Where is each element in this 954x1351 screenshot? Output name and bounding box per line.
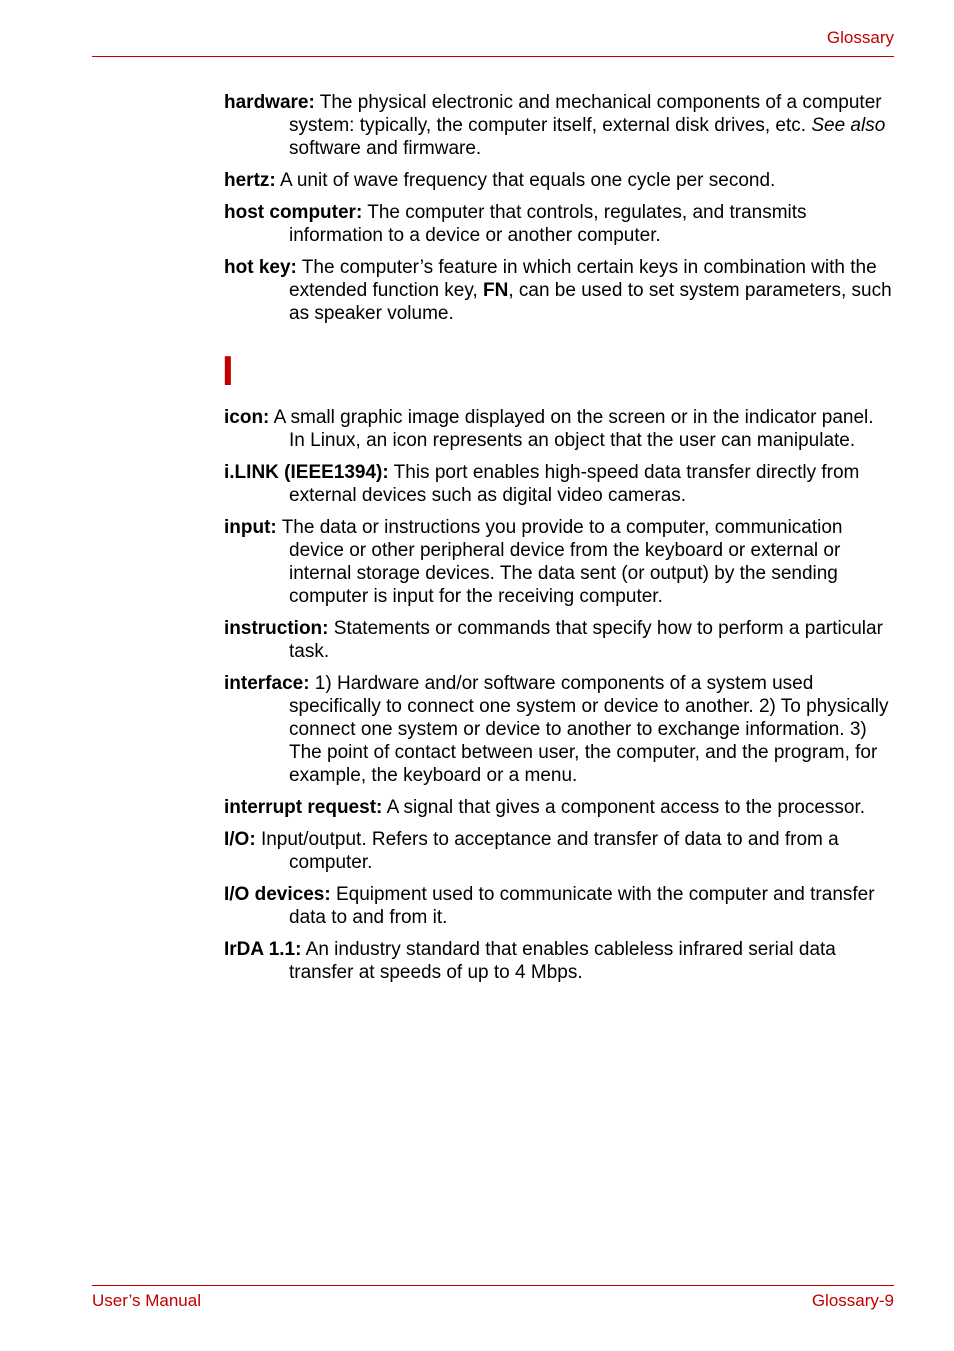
glossary-term: input: — [224, 517, 277, 538]
glossary-i-entries — [224, 406, 894, 993]
glossary-definition: A unit of wave frequency that equals one cycle per second. — [275, 170, 776, 191]
glossary-term: IrDA 1.1: — [224, 939, 302, 960]
footer-rule — [92, 1285, 894, 1286]
running-header-title: Glossary — [826, 28, 894, 47]
glossary-definition: This port enables high-speed data transfer directly from external devices such as digital video cameras. — [289, 462, 860, 506]
glossary-definition: The computer’s feature in which certain keys in combination with the extended function key, — [289, 257, 877, 301]
glossary-definition: 1) Hardware and/or software components of a system used specifically to connect one system or device to another. 2) To physically connect one system or device to another to exchange information. 3) The point of contact between user, the computer, and the program, for example, the keyboard or a menu. — [289, 673, 889, 786]
glossary-term: interrupt request: — [224, 797, 383, 818]
glossary-definition: A small graphic image displayed on the screen or in the indicator panel. In Linux, an icon represents an object that the user can manipulate. — [269, 407, 874, 451]
glossary-entry-irda — [224, 938, 894, 984]
glossary-entry-icon — [224, 406, 894, 452]
glossary-entry-instruction — [224, 617, 894, 663]
glossary-entry-ilink — [224, 461, 894, 507]
glossary-term: hertz: — [224, 170, 276, 191]
glossary-definition: Input/output. Refers to acceptance and transfer of data to and from a computer. — [255, 829, 839, 873]
glossary-term: i.LINK (IEEE1394): — [224, 462, 389, 483]
glossary-definition-cont: software and firmware. — [289, 138, 482, 159]
header-rule — [92, 56, 894, 57]
glossary-definition: The physical electronic and mechanical components of a computer system: typically, the computer itself, external disk drives, etc. — [289, 92, 882, 136]
glossary-entry-hot-key — [224, 256, 894, 325]
fn-key-label: FN — [483, 280, 509, 301]
glossary-entry-interface — [224, 672, 894, 787]
glossary-term: icon: — [224, 407, 270, 428]
glossary-definition-cont: , can be used to set system parameters, such as speaker volume. — [289, 280, 892, 324]
glossary-h-entries — [224, 91, 894, 334]
see-also-label: See also — [811, 115, 886, 136]
glossary-term: instruction: — [224, 618, 329, 639]
glossary-term: I/O: — [224, 829, 256, 850]
glossary-definition: Equipment used to communicate with the computer and transfer data to and from it. — [289, 884, 875, 928]
glossary-entry-host-computer — [224, 201, 894, 247]
glossary-definition: The data or instructions you provide to a computer, communication device or other peripheral device from the keyboard or external or internal storage devices. The data sent (or output) by the sending computer is input for the receiving computer. — [276, 517, 843, 607]
glossary-entry-io — [224, 828, 894, 874]
footer-manual-title: User’s Manual — [92, 1291, 201, 1310]
glossary-entry-io-devices — [224, 883, 894, 929]
glossary-term: interface: — [224, 673, 310, 694]
glossary-term: hardware: — [224, 92, 315, 113]
glossary-term: I/O devices: — [224, 884, 331, 905]
glossary-definition: A signal that gives a component access to the processor. — [382, 797, 866, 818]
glossary-entry-hardware — [224, 91, 894, 160]
glossary-entry-interrupt-request — [224, 796, 894, 819]
glossary-entry-hertz — [224, 169, 894, 192]
glossary-term: host computer: — [224, 202, 363, 223]
footer-page-number: Glossary-9 — [811, 1291, 894, 1310]
glossary-definition: Statements or commands that specify how to perform a particular task. — [289, 618, 883, 662]
glossary-term: hot key: — [224, 257, 297, 278]
glossary-definition: The computer that controls, regulates, and transmits information to a device or another computer. — [289, 202, 807, 246]
glossary-definition: An industry standard that enables cableless infrared serial data transfer at speeds of up to 4 Mbps. — [289, 939, 836, 983]
section-heading-letter: I — [222, 347, 234, 394]
glossary-entry-input — [224, 516, 894, 608]
